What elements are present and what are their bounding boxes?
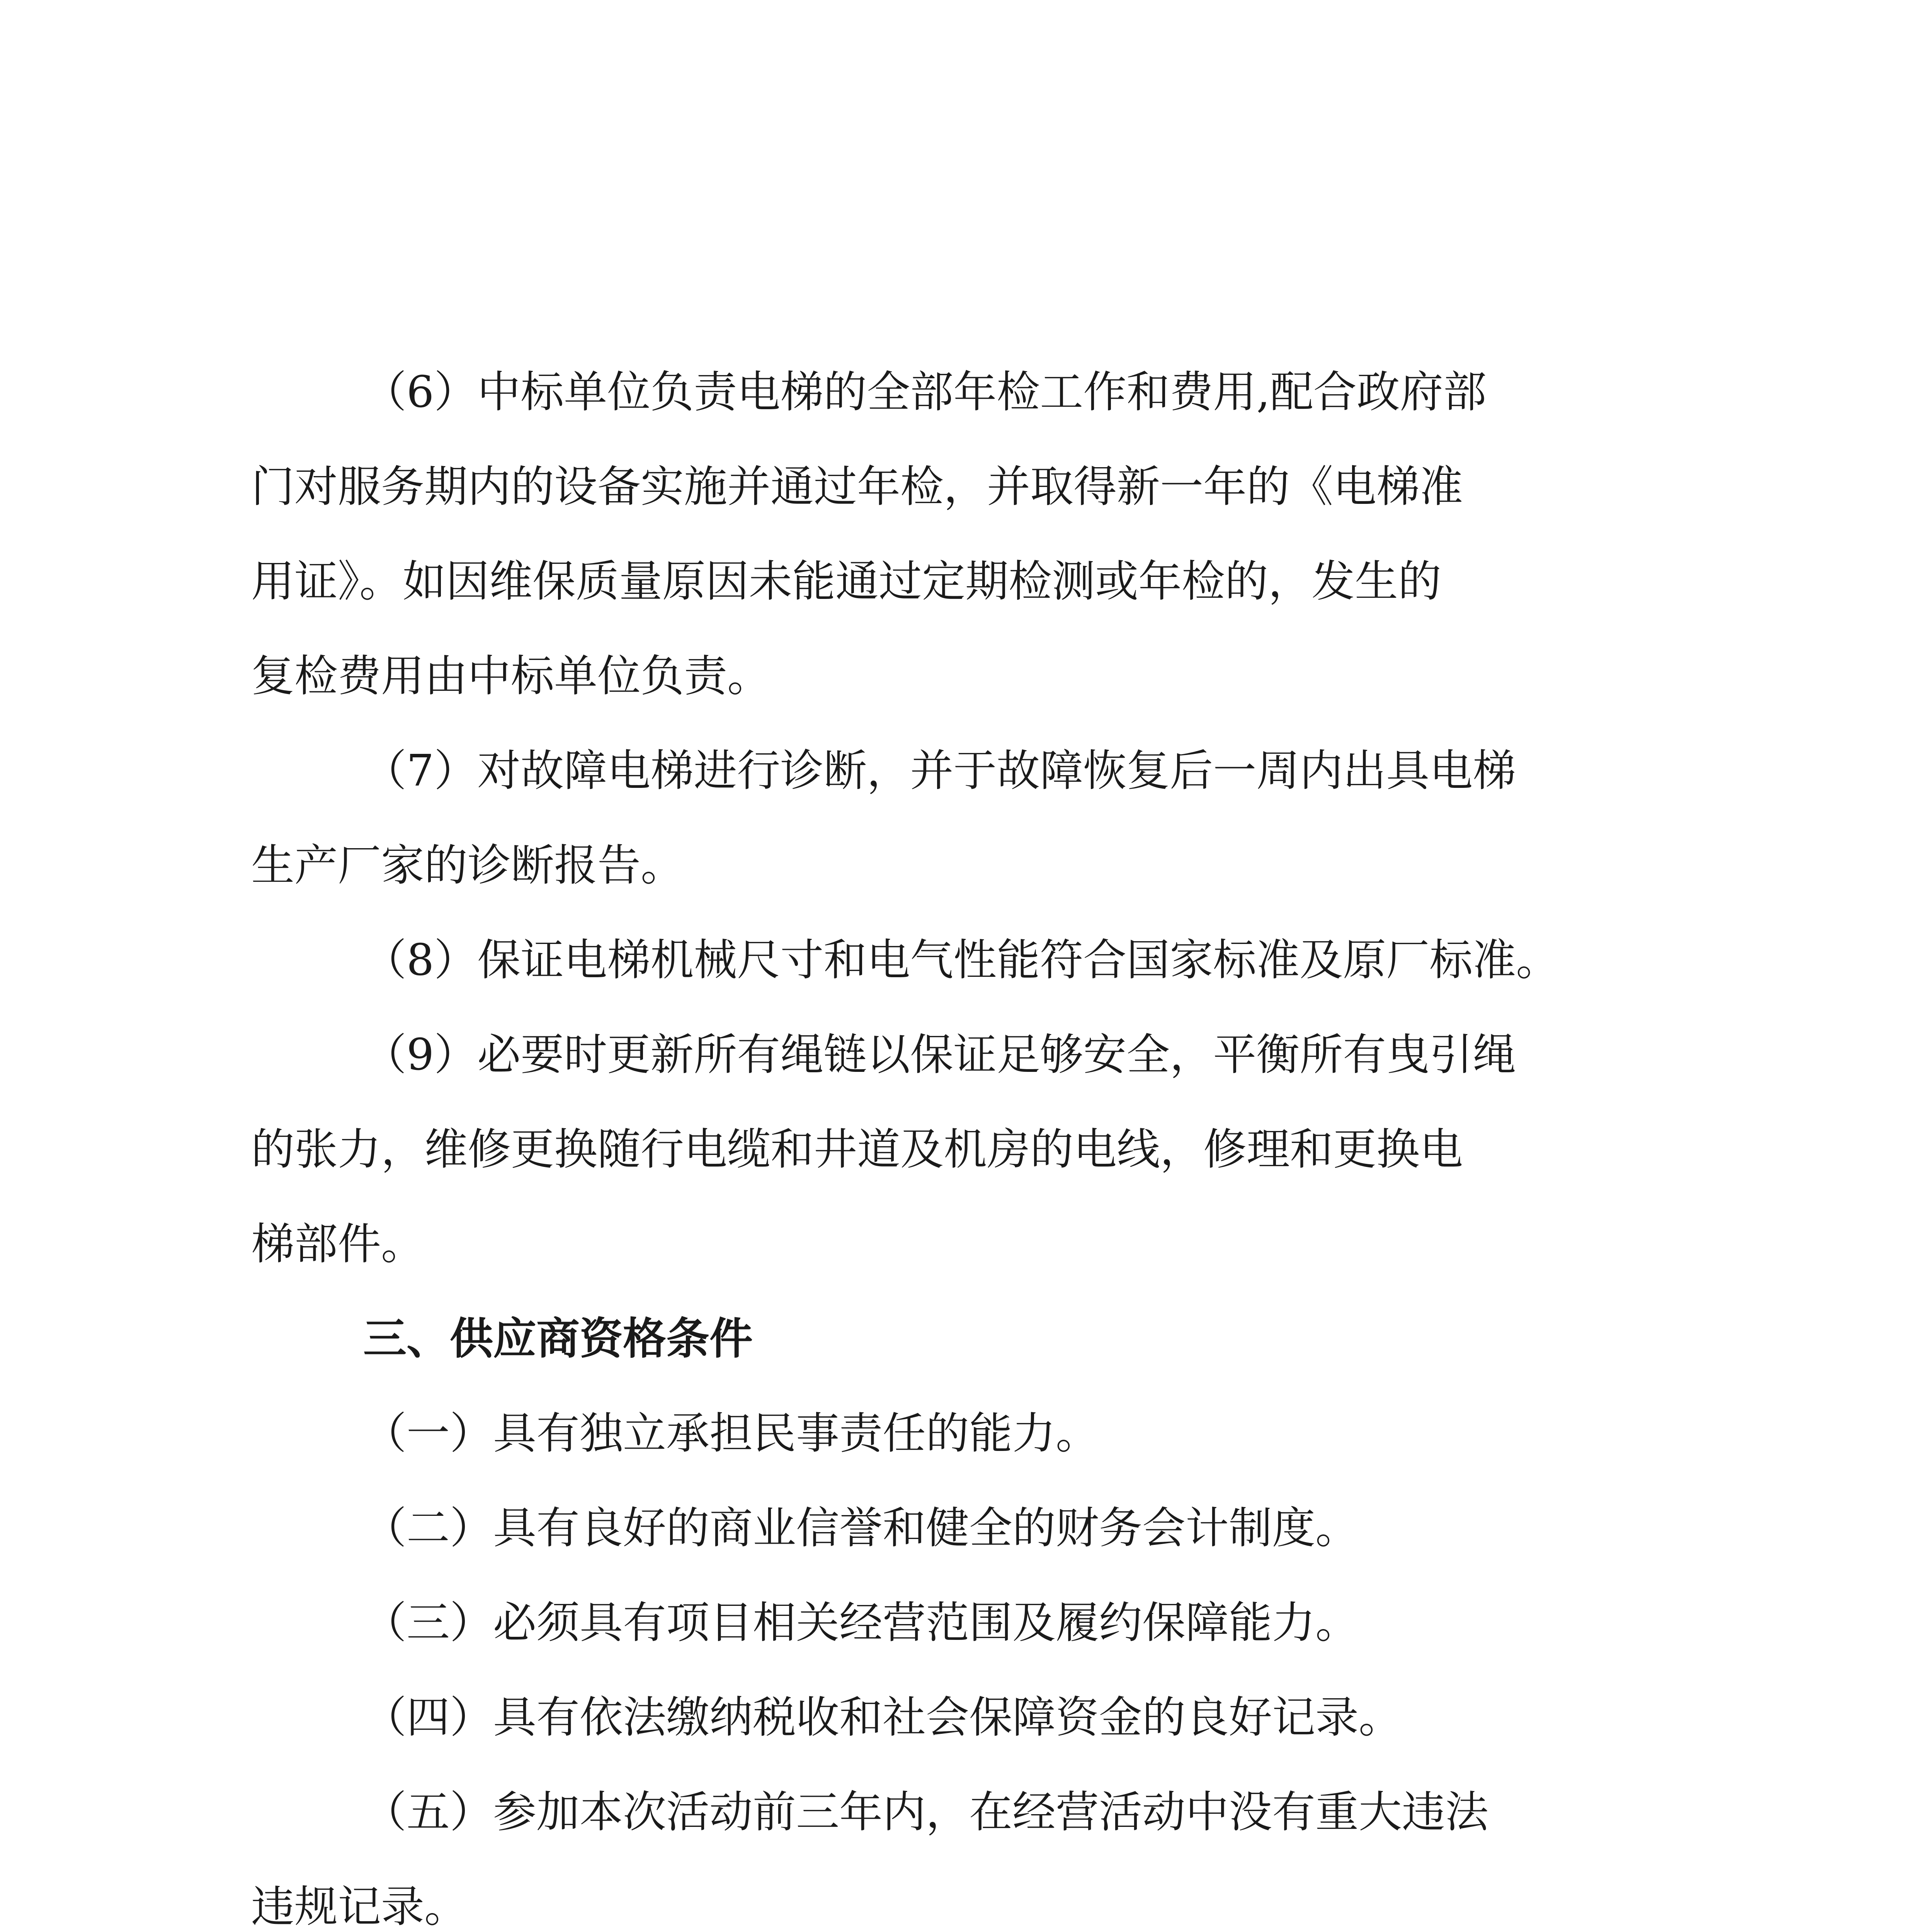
paragraph-line: （二）具有良好的商业信誉和健全的财务会计制度。 (363, 1503, 1359, 1553)
paragraph-line: （7）对故障电梯进行诊断，并于故障恢复后一周内出具电梯 (363, 746, 1516, 796)
paragraph-line: 的张力，维修更换随行电缆和井道及机房的电线，修理和更换电 (251, 1124, 1463, 1175)
paragraph-line: （6）中标单位负责电梯的全部年检工作和费用,配合政府部 (363, 367, 1487, 417)
paragraph-line: （8）保证电梯机械尺寸和电气性能符合国家标准及原厂标准。 (363, 935, 1560, 985)
paragraph-line: 梯部件。 (251, 1219, 424, 1269)
paragraph-line: 复检费用由中标单位负责。 (251, 651, 771, 701)
paragraph-line: （三）必须具有项目相关经营范围及履约保障能力。 (363, 1598, 1359, 1648)
paragraph-line: （五）参加本次活动前三年内，在经营活动中没有重大违法 (363, 1787, 1488, 1837)
paragraph-line: 违规记录。 (251, 1882, 468, 1932)
paragraph-line: 门对服务期内的设备实施并通过年检，并取得新一年的《电梯准 (251, 462, 1463, 512)
paragraph-line: （四）具有依法缴纳税收和社会保障资金的良好记录。 (363, 1692, 1402, 1743)
paragraph-line: 生产厂家的诊断报告。 (251, 840, 684, 891)
paragraph-line: （一）具有独立承担民事责任的能力。 (363, 1408, 1099, 1459)
paragraph-line: （9）必要时更新所有绳链以保证足够安全，平衡所有曳引绳 (363, 1030, 1516, 1080)
section-heading: 三、供应商资格条件 (363, 1314, 753, 1364)
paragraph-line: 用证》。如因维保质量原因未能通过定期检测或年检的，发生的 (251, 556, 1441, 607)
